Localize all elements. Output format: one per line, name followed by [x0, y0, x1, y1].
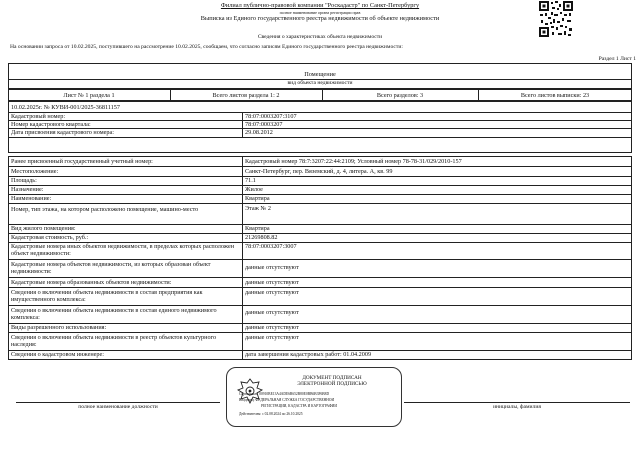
- detail-label: Сведения о включении объекта недвижимости в реестр объектов культурного наследия:: [11, 334, 217, 348]
- total-sheets-section: Всего листов раздела 1: 2: [212, 92, 280, 99]
- stamp-title-1: ДОКУМЕНТ ПОДПИСАН: [302, 375, 362, 381]
- extract-title: Выписка из Единого государственного реестра недвижимости об объекте недвижимости: [200, 15, 440, 22]
- detail-label: Назначение:: [11, 186, 44, 193]
- name-caption: инициалы, фамилия: [493, 404, 541, 410]
- sheet-number: Лист № 1 раздела 1: [63, 92, 115, 99]
- object-name: Квартира: [245, 195, 270, 202]
- position-caption: полное наименование должности: [78, 404, 158, 410]
- source-objects: данные отсутствуют: [245, 264, 299, 271]
- stamp-owner-2: РЕГИСТРАЦИИ, КАДАСТРА И КАРТОГРАФИИ: [261, 404, 337, 408]
- dwelling-type: Квартира: [245, 225, 270, 232]
- cadastral-engineer-info: дата завершения кадастровых работ: 01.04.2009: [245, 351, 372, 358]
- previous-number: Кадастровый номер 78:7:3207:22:44:2109; Условный номер 78-78-31/029/2010-157: [245, 158, 462, 165]
- purpose: Жилое: [245, 186, 263, 193]
- detail-label: Ранее присвоенный государственный учетный номер:: [11, 158, 153, 165]
- object-type: Помещение: [304, 71, 336, 78]
- area: 71.1: [245, 177, 256, 184]
- cadastral-number: 78:07:0003207:3107: [245, 113, 297, 120]
- detail-label: Кадастровые номера иных объектов недвижимости, в пределах которых расположен объект недвижимости:: [11, 243, 235, 257]
- request-reference: 10.02.2025г. № КУВИ-001/2025-36811157: [11, 104, 120, 111]
- main-row-label: Кадастровый номер:: [11, 113, 66, 120]
- heritage-registry: данные отсутствуют: [245, 334, 299, 341]
- detail-label: Кадастровые номера объектов недвижимости, из которых образован объект недвижимости:: [11, 261, 211, 275]
- stamp-validity: Действителен: с 02.08.2024 по 26.10.2025: [239, 412, 303, 416]
- detail-label: Сведения о кадастровом инженере:: [11, 351, 104, 358]
- formed-objects: данные отсутствуют: [245, 279, 299, 286]
- detail-label: Сведения о включении объекта недвижимости в состав единого недвижимого комплекса:: [11, 307, 217, 321]
- main-row-label: Дата присвоения кадастрового номера:: [11, 129, 114, 136]
- organization-name: Филиал публично-правовой компании "Роскадастр" по Санкт-Петербургу: [220, 2, 420, 9]
- detail-label: Местоположение:: [11, 168, 59, 175]
- detail-label: Площадь:: [11, 177, 37, 184]
- detail-label: Номер, тип этажа, на котором расположено помещение, машино-место: [11, 206, 199, 213]
- detail-label: Сведения о включении объекта недвижимости в состав предприятия как имущественного комплекса:: [11, 289, 203, 303]
- parent-object-number: 78:07:0003207:3007: [245, 243, 297, 250]
- section-reference: Раздел 1 Лист 1: [598, 56, 636, 62]
- location: Санкт-Петербург, пер. Вяземский, д. 4, литера. А, кв. 99: [245, 168, 393, 175]
- stamp-title-2: ЭЛЕКТРОННОЙ ПОДПИСЬЮ: [297, 381, 367, 387]
- detail-label: Наименование:: [11, 195, 52, 202]
- floor: Этаж № 2: [245, 205, 271, 212]
- main-row-label: Номер кадастрового квартала:: [11, 121, 91, 128]
- permitted-use: данные отсутствуют: [245, 324, 299, 331]
- detail-label: Кадастровые номера образованных объектов недвижимости:: [11, 279, 172, 286]
- object-type-caption: вид объекта недвижимости: [287, 80, 353, 86]
- assignment-date: 29.08.2012: [245, 129, 273, 136]
- total-sheets-extract: Всего листов выписки: 23: [520, 92, 590, 99]
- detail-label: Виды разрешенного использования:: [11, 324, 107, 331]
- electronic-signature-stamp: [226, 367, 402, 427]
- request-text: На основании запроса от 10.02.2025, поступившего на рассмотрение 10.02.2025, сообщаем, что согласно записям Единого государственного реестра недвижимости:: [10, 44, 403, 50]
- detail-label: Кадастровая стоимость, руб.:: [11, 234, 89, 241]
- stamp-certificate: Сертификат: 00910BE13A4ADE6B652B80E0BB6B3F6B8D: [239, 392, 330, 396]
- stamp-owner-1: Владелец: ФЕДЕРАЛЬНАЯ СЛУЖБА ГОСУДАРСТВЕННОЙ: [239, 398, 335, 402]
- organization-caption: полное наименование органа регистрации прав: [279, 10, 361, 15]
- cadastral-value: 21269808.82: [245, 234, 278, 241]
- detail-label: Вид жилого помещения:: [11, 225, 76, 232]
- cadastral-quarter: 78:07:0003207: [245, 121, 283, 128]
- enterprise-inclusion: данные отсутствуют: [245, 289, 299, 296]
- total-sections: Всего разделов: 3: [376, 92, 424, 99]
- complex-inclusion: данные отсутствуют: [245, 309, 299, 316]
- section-title: Сведения о характеристиках объекта недвижимости: [257, 34, 383, 40]
